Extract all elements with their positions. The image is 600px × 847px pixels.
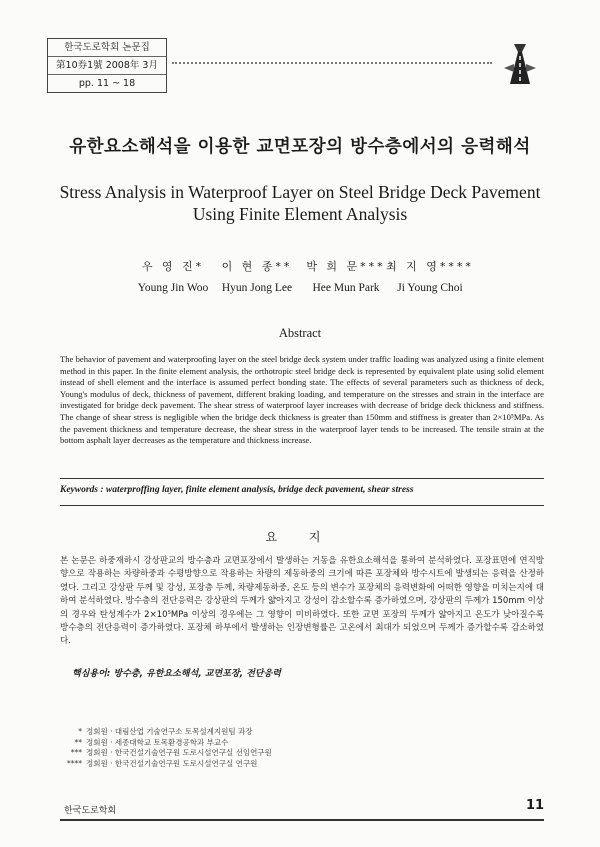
author-name-en: Young Jin Woo: [137, 282, 209, 294]
keywords-list: waterproffing layer, finite element analysis, bridge deck pavement, shear stress: [105, 485, 414, 495]
summary-heading: 요 지: [265, 530, 335, 544]
page-number: 11: [526, 798, 545, 813]
journal-volume: 第10券1號 2008年 3月: [48, 57, 166, 75]
author-name-kr: 우 영 진*: [141, 260, 205, 273]
author-name-kr: 박 희 문***: [306, 260, 386, 273]
author-name-kr: 최 지 영****: [386, 260, 474, 273]
keywords-line: [60, 485, 544, 495]
footnote: [60, 738, 360, 749]
journal-name: 한국도로학회 논문집: [48, 39, 166, 57]
footnote: [60, 748, 360, 759]
header-dotted-line: [172, 62, 492, 64]
footnote-mark: ****: [67, 758, 82, 768]
author-name-en: Ji Young Choi: [397, 282, 463, 294]
footnote-text: 정회원 · 세종대학교 토목환경공학과 부교수: [86, 737, 229, 747]
footnote-mark: *: [78, 727, 82, 736]
footnote: [60, 759, 360, 770]
author-name-en: Hyun Jong Lee: [221, 282, 293, 294]
footnote-text: 정회원 · 한국건설기술연구원 도로시설연구실 연구원: [86, 758, 258, 768]
footer-society: 한국도로학회: [64, 806, 117, 816]
journal-info-box: [47, 38, 167, 93]
journal-pages: pp. 11 ~ 18: [78, 78, 136, 89]
title-korean: 유한요소해석을 이용한 교면포장의 방수층에서의 응력해석: [69, 137, 531, 157]
society-logo-icon: [500, 42, 540, 86]
abstract-heading: Abstract: [278, 326, 322, 340]
summary-keywords: 핵심용어: 방수층, 유한요소해석, 교면포장, 전단응력: [72, 669, 281, 679]
author-name-kr: 이 현 종**: [221, 260, 293, 273]
footnote: [60, 727, 360, 738]
summary-text: 본 논문은 하중재하시 강상판교의 방수층과 교면포장에서 발생하는 거동을 유한요소해석을 통하여 분석하였다. 포장표면에 연직방향으로 작용하는 차량하중과 수평방향으로 작용하는 차량의 제동하중의 크기에 따른 포장체와 방수시트에 발생되는 응력을 산정하였다. 그리고 강상판 두께 및 강성, 포장층 두께, 차량제동하중, 온도 등의 변수가 포장체의 응력변화에 어떠한 영향을 미치는지에 대하여 분석하였다. 방수층의 전단응력은 강상판의 두께가 얇아지고 강성이 감소할수록 증가하였으며, 강상판의 두께가 150mm 이상의 경우와 탄성계수가 2×10⁵MPa 이상의 경우에는 그 영향이 미비하였다. 또한 교면 포장의 두께가 얇아지고 온도가 낮아질수록 방수층의 전단응력이 증가하였다. 포장체 하부에서 발생하는 인장변형률은 고온에서 최대가 되었으며 두께가 증가할수록 감소하였다.: [60, 556, 544, 647]
footnote-text: 정회원 · 한국건설기술연구원 도로시설연구실 선임연구원: [86, 748, 272, 757]
keywords-top-rule: [60, 478, 544, 479]
footnote-text: 정회원 · 대림산업 기술연구소 토목설계지원팀 과장: [86, 727, 253, 736]
author-name-en: Hee Mun Park: [312, 282, 380, 294]
author-4: [360, 258, 500, 294]
keywords-bottom-rule: [60, 505, 544, 506]
keywords-label: Keywords :: [60, 485, 104, 495]
footnote-mark: **: [74, 737, 82, 747]
author-footnotes: [60, 727, 360, 769]
footer-rule: [60, 819, 544, 821]
title-english: Stress Analysis in Waterproof Layer on Steel Bridge Deck Pavement Using Finite Element Analysis: [59, 182, 541, 224]
abstract-text: The behavior of pavement and waterproofing layer on the steel bridge deck system under traffic loading was analyzed using a finite element method in this paper. In the finite element analysis, the orthotropic steel bridge deck is represented by equivalent plate using solid element instead of shell element and the interface is assumed perfect bonding state. The effects of several parameters such as thickness of deck, Young's modulus of deck, thickness of pavement, different braking loading, and temperature on the stresses and strain in the interface are investigated for bridge deck pavement. The shear stress of waterproof layer increases with decrease of bridge deck thickness and stiffness. The change of shear stress is negligible when the bridge deck thickness is greater than 150mm and stiffness is greater than 2×10⁵MPa. As the pavement thickness and temperature decrease, the shear stress in the waterproof layer tends to be increased. The tensile strain at the bottom asphalt layer decreases as the temperature and thickness increase.: [60, 354, 544, 446]
footnote-mark: ***: [70, 748, 82, 757]
